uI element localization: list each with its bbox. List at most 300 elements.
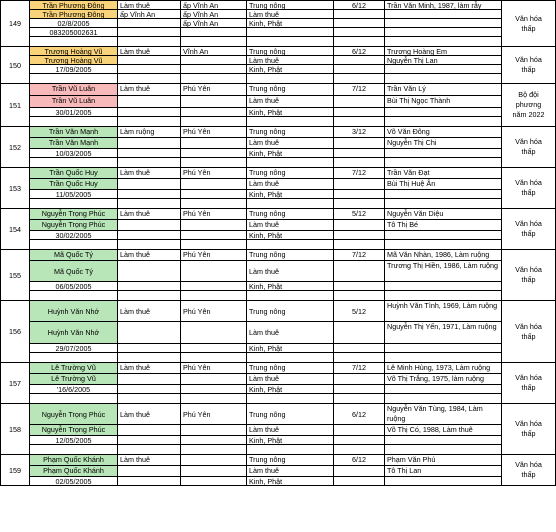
cell-addr[interactable] — [181, 190, 247, 199]
cell-name[interactable] — [30, 455, 118, 466]
cell-class[interactable] — [247, 466, 334, 477]
cell-empty[interactable] — [181, 445, 247, 455]
cell-job[interactable] — [118, 363, 181, 374]
row-index-label: 157 — [9, 378, 21, 388]
cell-class[interactable] — [247, 261, 334, 282]
cell-score[interactable] — [334, 404, 385, 425]
cell-job[interactable] — [118, 190, 181, 199]
cell-score[interactable] — [334, 190, 385, 199]
cell-score[interactable] — [334, 385, 385, 394]
cell-name-text: 083205002631 — [49, 28, 98, 37]
cell-name[interactable] — [30, 149, 118, 158]
cell-name[interactable] — [30, 138, 118, 149]
cell-score[interactable] — [334, 168, 385, 179]
cell-job[interactable] — [118, 374, 181, 385]
cell-addr[interactable] — [181, 96, 247, 108]
cell-job[interactable] — [118, 84, 181, 96]
cell-class[interactable] — [247, 19, 334, 28]
cell-name-text: 30/02/2005 — [55, 231, 92, 240]
cell-addr[interactable] — [181, 56, 247, 65]
cell-class[interactable] — [247, 56, 334, 65]
cell-rel[interactable] — [385, 261, 502, 282]
cell-empty[interactable] — [118, 394, 181, 404]
cell-empty[interactable] — [30, 353, 118, 363]
cell-job[interactable] — [118, 65, 181, 74]
cell-empty[interactable] — [334, 37, 385, 47]
cell-class-text: Làm thuê — [249, 328, 279, 337]
cell-addr[interactable] — [181, 10, 247, 19]
cell-job[interactable] — [118, 10, 181, 19]
cell-empty[interactable] — [118, 199, 181, 209]
cell-empty[interactable] — [30, 445, 118, 455]
cell-job[interactable] — [118, 385, 181, 394]
cell-addr[interactable] — [181, 466, 247, 477]
cell-job[interactable] — [118, 231, 181, 240]
cell-score[interactable] — [334, 127, 385, 138]
cell-score[interactable] — [334, 344, 385, 353]
cell-job[interactable] — [118, 209, 181, 220]
cell-rel[interactable] — [385, 436, 502, 445]
cell-score[interactable] — [334, 96, 385, 108]
cell-empty[interactable] — [118, 291, 181, 301]
cell-addr[interactable] — [181, 231, 247, 240]
cell-name[interactable] — [30, 425, 118, 436]
cell-name[interactable] — [30, 56, 118, 65]
cell-name-text: Trần Vũ Luân — [51, 96, 96, 105]
cell-class[interactable] — [247, 322, 334, 344]
cell-rel[interactable] — [385, 179, 502, 190]
cell-addr[interactable] — [181, 363, 247, 374]
cell-rel-text: Trần Văn Đạt — [387, 168, 430, 177]
row-index-label: 155 — [9, 270, 21, 280]
cell-empty[interactable] — [30, 240, 118, 250]
cell-empty[interactable] — [385, 37, 502, 47]
cell-rel[interactable] — [385, 374, 502, 385]
cell-class-text: Kinh, Phật — [249, 19, 283, 28]
cell-job[interactable] — [118, 261, 181, 282]
cell-empty[interactable] — [334, 74, 385, 84]
cell-job[interactable] — [118, 138, 181, 149]
cell-class[interactable] — [247, 231, 334, 240]
cell-name-text: 06/05/2005 — [55, 282, 92, 291]
cell-job[interactable] — [118, 344, 181, 353]
cell-job[interactable] — [118, 477, 181, 486]
cell-name[interactable] — [30, 127, 118, 138]
cell-score[interactable] — [334, 28, 385, 37]
cell-class[interactable] — [247, 1, 334, 10]
cell-job[interactable] — [118, 455, 181, 466]
cell-job[interactable] — [118, 466, 181, 477]
cell-addr[interactable] — [181, 209, 247, 220]
cell-job[interactable] — [118, 220, 181, 231]
cell-class[interactable] — [247, 190, 334, 199]
cell-rel[interactable] — [385, 363, 502, 374]
cell-rel-text: Bùi Thị Ngọc Thành — [387, 96, 451, 105]
cell-empty[interactable] — [334, 199, 385, 209]
cell-addr[interactable] — [181, 261, 247, 282]
cell-empty[interactable] — [334, 291, 385, 301]
cell-score[interactable] — [334, 56, 385, 65]
cell-class[interactable] — [247, 455, 334, 466]
cell-class[interactable] — [247, 344, 334, 353]
cell-rel[interactable] — [385, 231, 502, 240]
cell-name[interactable] — [30, 168, 118, 179]
cell-addr[interactable] — [181, 477, 247, 486]
cell-addr[interactable] — [181, 322, 247, 344]
cell-empty[interactable] — [385, 353, 502, 363]
cell-empty[interactable] — [385, 291, 502, 301]
cell-addr[interactable] — [181, 385, 247, 394]
cell-class[interactable] — [247, 282, 334, 291]
cell-class[interactable] — [247, 385, 334, 394]
cell-rel[interactable] — [385, 10, 502, 19]
cell-class[interactable] — [247, 179, 334, 190]
cell-class[interactable] — [247, 65, 334, 74]
cell-name[interactable] — [30, 209, 118, 220]
cell-rel[interactable] — [385, 322, 502, 344]
cell-rel-text: Trần Văn Minh, 1987, làm rẫy — [387, 1, 482, 10]
cell-rel[interactable] — [385, 282, 502, 291]
cell-empty[interactable] — [118, 353, 181, 363]
cell-class[interactable] — [247, 28, 334, 37]
cell-job[interactable] — [118, 168, 181, 179]
cell-class[interactable] — [247, 138, 334, 149]
cell-name[interactable] — [30, 65, 118, 74]
cell-job[interactable] — [118, 322, 181, 344]
cell-rel[interactable] — [385, 138, 502, 149]
cell-class[interactable] — [247, 404, 334, 425]
cell-score[interactable] — [334, 209, 385, 220]
cell-name[interactable] — [30, 108, 118, 117]
cell-class[interactable] — [247, 250, 334, 261]
cell-empty[interactable] — [181, 74, 247, 84]
cell-name[interactable] — [30, 28, 118, 37]
cell-score[interactable] — [334, 455, 385, 466]
cell-empty[interactable] — [247, 394, 334, 404]
cell-name[interactable] — [30, 190, 118, 199]
cell-empty[interactable] — [181, 199, 247, 209]
cell-empty[interactable] — [118, 117, 181, 127]
cell-name[interactable] — [30, 404, 118, 425]
cell-job[interactable] — [118, 404, 181, 425]
cell-name[interactable] — [30, 1, 118, 10]
cell-rel[interactable] — [385, 301, 502, 322]
cell-addr[interactable] — [181, 455, 247, 466]
cell-rel[interactable] — [385, 209, 502, 220]
cell-empty[interactable] — [30, 117, 118, 127]
cell-score[interactable] — [334, 10, 385, 19]
cell-class[interactable] — [247, 168, 334, 179]
cell-job[interactable] — [118, 28, 181, 37]
cell-rel-text: Mã Văn Nhàn, 1986, Làm ruộng — [387, 250, 490, 259]
cell-addr[interactable] — [181, 179, 247, 190]
cell-rel[interactable] — [385, 168, 502, 179]
cell-empty[interactable] — [385, 445, 502, 455]
cell-addr[interactable] — [181, 47, 247, 56]
cell-class[interactable] — [247, 47, 334, 56]
cell-empty[interactable] — [247, 74, 334, 84]
cell-empty[interactable] — [181, 117, 247, 127]
cell-empty[interactable] — [334, 445, 385, 455]
cell-empty[interactable] — [118, 240, 181, 250]
remark-text: Văn hóa thấp — [515, 265, 542, 284]
cell-class[interactable] — [247, 425, 334, 436]
cell-name[interactable] — [30, 47, 118, 56]
cell-job[interactable] — [118, 250, 181, 261]
cell-name[interactable] — [30, 261, 118, 282]
cell-rel[interactable] — [385, 84, 502, 96]
cell-class[interactable] — [247, 84, 334, 96]
cell-job[interactable] — [118, 425, 181, 436]
cell-score[interactable] — [334, 179, 385, 190]
cell-name[interactable] — [30, 477, 118, 486]
cell-addr[interactable] — [181, 108, 247, 117]
cell-empty[interactable] — [385, 158, 502, 168]
row-index-label: 153 — [9, 183, 21, 193]
cell-score-text: 7/12 — [352, 168, 366, 177]
cell-addr[interactable] — [181, 149, 247, 158]
cell-empty[interactable] — [334, 394, 385, 404]
cell-empty[interactable] — [181, 37, 247, 47]
cell-rel[interactable] — [385, 65, 502, 74]
cell-score[interactable] — [334, 1, 385, 10]
cell-rel[interactable] — [385, 28, 502, 37]
cell-empty[interactable] — [334, 117, 385, 127]
cell-job[interactable] — [118, 108, 181, 117]
cell-class[interactable] — [247, 374, 334, 385]
remark-text: Văn hóa thấp — [515, 13, 542, 33]
cell-name[interactable] — [30, 250, 118, 261]
cell-addr[interactable] — [181, 168, 247, 179]
cell-class-text: Trung nông — [249, 47, 286, 56]
cell-addr[interactable] — [181, 220, 247, 231]
cell-class[interactable] — [247, 149, 334, 158]
cell-addr[interactable] — [181, 28, 247, 37]
row-index-label: 154 — [9, 224, 21, 234]
cell-empty[interactable] — [334, 240, 385, 250]
cell-name[interactable] — [30, 436, 118, 445]
row-index — [0, 301, 30, 363]
cell-rel[interactable] — [385, 1, 502, 10]
cell-rel[interactable] — [385, 250, 502, 261]
cell-empty[interactable] — [385, 394, 502, 404]
cell-score[interactable] — [334, 261, 385, 282]
cell-name[interactable] — [30, 322, 118, 344]
cell-job[interactable] — [118, 301, 181, 322]
cell-rel-text: Bùi Thị Huệ Ân — [387, 179, 436, 188]
cell-job[interactable] — [118, 436, 181, 445]
cell-class[interactable] — [247, 436, 334, 445]
cell-score[interactable] — [334, 220, 385, 231]
cell-name[interactable] — [30, 385, 118, 394]
cell-rel[interactable] — [385, 96, 502, 108]
cell-class[interactable] — [247, 363, 334, 374]
cell-empty[interactable] — [181, 240, 247, 250]
cell-addr[interactable] — [181, 127, 247, 138]
cell-name[interactable] — [30, 179, 118, 190]
cell-score[interactable] — [334, 301, 385, 322]
cell-score[interactable] — [334, 363, 385, 374]
cell-addr[interactable] — [181, 84, 247, 96]
cell-score[interactable] — [334, 149, 385, 158]
cell-addr[interactable] — [181, 344, 247, 353]
cell-rel[interactable] — [385, 425, 502, 436]
cell-class[interactable] — [247, 220, 334, 231]
cell-addr[interactable] — [181, 301, 247, 322]
cell-name[interactable] — [30, 344, 118, 353]
cell-rel[interactable] — [385, 455, 502, 466]
cell-empty[interactable] — [247, 37, 334, 47]
cell-class-text: Kinh, Phật — [249, 65, 283, 74]
cell-rel-text: Nguyễn Văn Diệu — [387, 209, 444, 218]
cell-empty[interactable] — [385, 117, 502, 127]
cell-rel[interactable] — [385, 404, 502, 425]
cell-job[interactable] — [118, 19, 181, 28]
remark-text: Văn hóa thấp — [515, 55, 542, 74]
cell-empty[interactable] — [30, 394, 118, 404]
cell-score[interactable] — [334, 322, 385, 344]
cell-name[interactable] — [30, 282, 118, 291]
cell-score[interactable] — [334, 374, 385, 385]
cell-class[interactable] — [247, 477, 334, 486]
cell-empty[interactable] — [334, 353, 385, 363]
cell-empty[interactable] — [334, 158, 385, 168]
cell-empty[interactable] — [30, 199, 118, 209]
cell-score[interactable] — [334, 47, 385, 56]
cell-class[interactable] — [247, 10, 334, 19]
cell-empty[interactable] — [247, 445, 334, 455]
cell-rel[interactable] — [385, 127, 502, 138]
cell-class[interactable] — [247, 96, 334, 108]
cell-addr[interactable] — [181, 250, 247, 261]
cell-rel-text: Võ Thị Có, 1988, Làm thuê — [387, 425, 473, 434]
cell-empty[interactable] — [181, 394, 247, 404]
cell-empty[interactable] — [181, 353, 247, 363]
cell-score[interactable] — [334, 436, 385, 445]
cell-name[interactable] — [30, 19, 118, 28]
cell-empty[interactable] — [247, 240, 334, 250]
cell-empty[interactable] — [247, 117, 334, 127]
cell-job[interactable] — [118, 56, 181, 65]
cell-job[interactable] — [118, 282, 181, 291]
cell-empty[interactable] — [385, 199, 502, 209]
cell-rel[interactable] — [385, 220, 502, 231]
row-index-label: 156 — [9, 327, 21, 336]
cell-score[interactable] — [334, 477, 385, 486]
cell-empty[interactable] — [385, 74, 502, 84]
cell-empty[interactable] — [247, 291, 334, 301]
cell-score[interactable] — [334, 231, 385, 240]
cell-empty[interactable] — [385, 240, 502, 250]
cell-empty[interactable] — [118, 158, 181, 168]
cell-empty[interactable] — [118, 37, 181, 47]
cell-addr[interactable] — [181, 425, 247, 436]
cell-empty[interactable] — [118, 74, 181, 84]
cell-score-text: 6/12 — [352, 1, 366, 10]
cell-score[interactable] — [334, 84, 385, 96]
cell-empty[interactable] — [181, 158, 247, 168]
cell-addr[interactable] — [181, 19, 247, 28]
cell-rel[interactable] — [385, 466, 502, 477]
cell-name[interactable] — [30, 96, 118, 108]
cell-class[interactable] — [247, 209, 334, 220]
cell-addr[interactable] — [181, 404, 247, 425]
remark-cell — [502, 455, 556, 486]
cell-name[interactable] — [30, 363, 118, 374]
cell-empty[interactable] — [30, 37, 118, 47]
cell-score[interactable] — [334, 65, 385, 74]
cell-name[interactable] — [30, 84, 118, 96]
cell-empty[interactable] — [30, 74, 118, 84]
cell-rel-text: Trần Văn Lý — [387, 84, 426, 93]
cell-addr[interactable] — [181, 374, 247, 385]
cell-score[interactable] — [334, 19, 385, 28]
cell-name[interactable] — [30, 231, 118, 240]
cell-job[interactable] — [118, 96, 181, 108]
cell-addr[interactable] — [181, 436, 247, 445]
cell-score[interactable] — [334, 138, 385, 149]
cell-rel[interactable] — [385, 477, 502, 486]
cell-empty[interactable] — [247, 199, 334, 209]
cell-rel[interactable] — [385, 56, 502, 65]
cell-empty[interactable] — [118, 445, 181, 455]
cell-empty[interactable] — [30, 158, 118, 168]
row-index — [0, 84, 30, 127]
cell-score[interactable] — [334, 108, 385, 117]
cell-addr[interactable] — [181, 65, 247, 74]
cell-job[interactable] — [118, 47, 181, 56]
remark-cell — [502, 127, 556, 168]
cell-rel[interactable] — [385, 47, 502, 56]
cell-empty[interactable] — [181, 291, 247, 301]
cell-class-text: Kinh, Phật — [249, 436, 283, 445]
cell-addr-text: Phú Yên — [183, 363, 211, 372]
cell-name[interactable] — [30, 466, 118, 477]
cell-job[interactable] — [118, 127, 181, 138]
row-index — [0, 250, 30, 301]
cell-score[interactable] — [334, 250, 385, 261]
cell-name[interactable] — [30, 220, 118, 231]
cell-class[interactable] — [247, 127, 334, 138]
cell-empty[interactable] — [247, 353, 334, 363]
cell-score[interactable] — [334, 425, 385, 436]
cell-addr[interactable] — [181, 138, 247, 149]
cell-job[interactable] — [118, 1, 181, 10]
cell-name-text: 02/8/2005 — [57, 19, 90, 28]
cell-name[interactable] — [30, 301, 118, 322]
row-index-label: 152 — [9, 142, 21, 152]
cell-job[interactable] — [118, 149, 181, 158]
cell-name[interactable] — [30, 10, 118, 19]
cell-rel[interactable] — [385, 385, 502, 394]
cell-class[interactable] — [247, 301, 334, 322]
cell-addr[interactable] — [181, 1, 247, 10]
cell-job[interactable] — [118, 179, 181, 190]
cell-addr[interactable] — [181, 282, 247, 291]
cell-empty[interactable] — [247, 158, 334, 168]
cell-empty[interactable] — [30, 291, 118, 301]
cell-name[interactable] — [30, 374, 118, 385]
cell-rel[interactable] — [385, 344, 502, 353]
cell-rel[interactable] — [385, 108, 502, 117]
cell-score[interactable] — [334, 282, 385, 291]
cell-rel[interactable] — [385, 149, 502, 158]
row-index-label: 159 — [9, 465, 21, 475]
cell-rel[interactable] — [385, 19, 502, 28]
cell-class[interactable] — [247, 108, 334, 117]
cell-score[interactable] — [334, 466, 385, 477]
cell-rel[interactable] — [385, 190, 502, 199]
